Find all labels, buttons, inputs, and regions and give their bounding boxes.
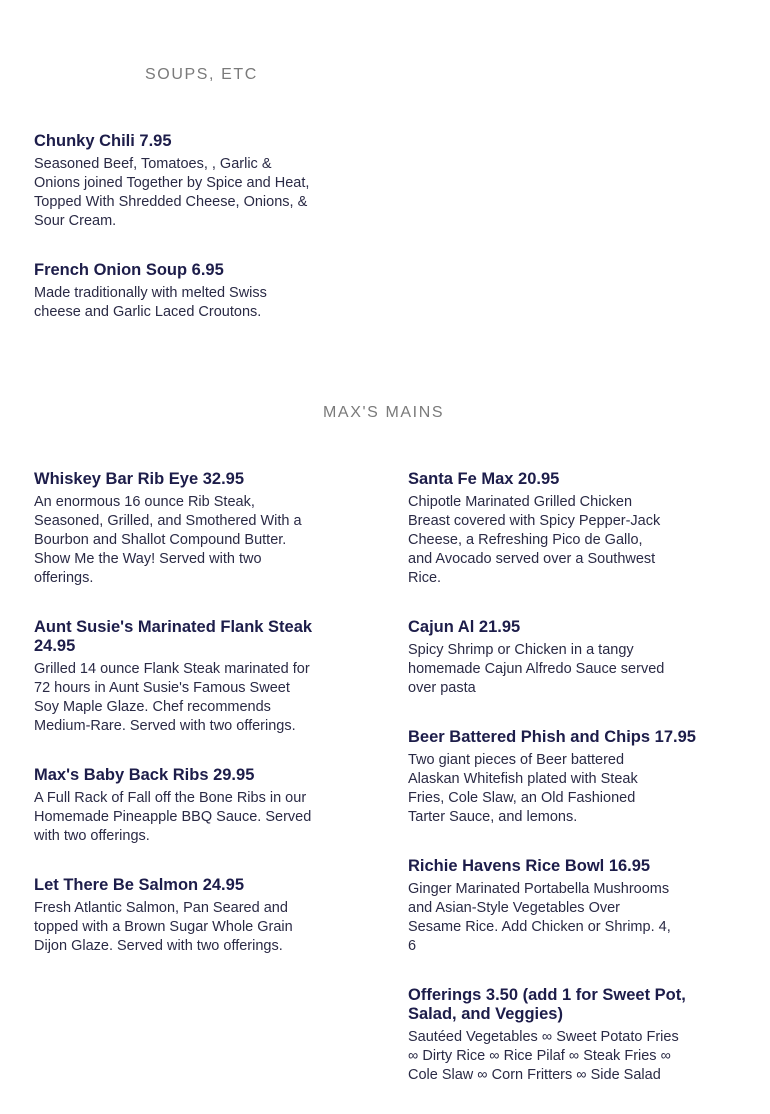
menu-item-description: Spicy Shrimp or Chicken in a tangy homemade Cajun Alfredo Sauce served over pasta [408,642,665,696]
menu-item-name: Whiskey Bar Rib Eye 32.95 [34,470,245,488]
menu-item-description: Made traditionally with melted Swiss cheese and Garlic Laced Croutons. [34,285,267,320]
menu-item [408,728,738,827]
menu-item [34,470,334,588]
menu-item [408,986,738,1085]
menu-item-description: A Full Rack of Fall off the Bone Ribs in our Homemade Pineapple BBQ Sauce. Served with two offerings. [34,790,312,844]
menu-item-name: Max's Baby Back Ribs 29.95 [34,766,255,784]
menu-item [34,766,334,846]
mains-right-column [408,470,738,1085]
menu-item-description: Seasoned Beef, Tomatoes, , Garlic & Onions joined Together by Spice and Heat, Topped With Shredded Cheese, Onions, & Sour Cream. [34,156,310,229]
menu-item [34,261,319,322]
menu-item-name: French Onion Soup 6.95 [34,261,224,279]
menu-item-name: Offerings 3.50 (add 1 for Sweet Pot, Salad, and Veggies) [408,986,686,1023]
menu-item-name: Cajun Al 21.95 [408,618,521,636]
menu-item-description: Ginger Marinated Portabella Mushrooms and Asian-Style Vegetables Over Sesame Rice. Add Chicken or Shrimp. 4, 6 [408,881,671,954]
menu-item-name: Let There Be Salmon 24.95 [34,876,244,894]
menu-item-description: Chipotle Marinated Grilled Chicken Breast covered with Spicy Pepper-Jack Cheese, a Refreshing Pico de Gallo, and Avocado served over a Southwest Rice. [408,494,661,586]
menu-item-description: Sautéed Vegetables ∞ Sweet Potato Fries ∞ Dirty Rice ∞ Rice Pilaf ∞ Steak Fries ∞ Cole Slaw ∞ Corn Fritters ∞ Side Salad [408,1029,679,1083]
menu-item-name: Chunky Chili 7.95 [34,132,172,150]
menu-item [34,876,334,956]
menu-item [34,132,319,231]
menu-item [408,618,738,698]
menu-item-name: Beer Battered Phish and Chips 17.95 [408,728,696,746]
section-title-mains: MAX'S MAINS [323,404,445,421]
menu-item-description: Two giant pieces of Beer battered Alaskan Whitefish plated with Steak Fries, Cole Slaw, an Old Fashioned Tarter Sauce, and lemons. [408,752,638,825]
menu-item [408,470,738,588]
menu-item-name: Richie Havens Rice Bowl 16.95 [408,857,651,875]
menu-item-description: An enormous 16 ounce Rib Steak, Seasoned, Grilled, and Smothered With a Bourbon and Shallot Compound Butter. Show Me the Way! Served with two offerings. [34,494,302,586]
menu-item-name: Aunt Susie's Marinated Flank Steak 24.95 [34,618,313,655]
section-title-soups: SOUPS, ETC [145,66,258,83]
menu-item-description: Grilled 14 ounce Flank Steak marinated for 72 hours in Aunt Susie's Famous Sweet Soy Maple Glaze. Chef recommends Medium-Rare. Served with two offerings. [34,661,310,734]
menu-item [408,857,738,956]
soups-list [34,132,319,322]
menu-item-description: Fresh Atlantic Salmon, Pan Seared and topped with a Brown Sugar Whole Grain Dijon Glaze. Served with two offerings. [34,900,293,954]
menu-item-name: Santa Fe Max 20.95 [408,470,560,488]
menu-item [34,618,334,736]
mains-left-column [34,470,334,956]
